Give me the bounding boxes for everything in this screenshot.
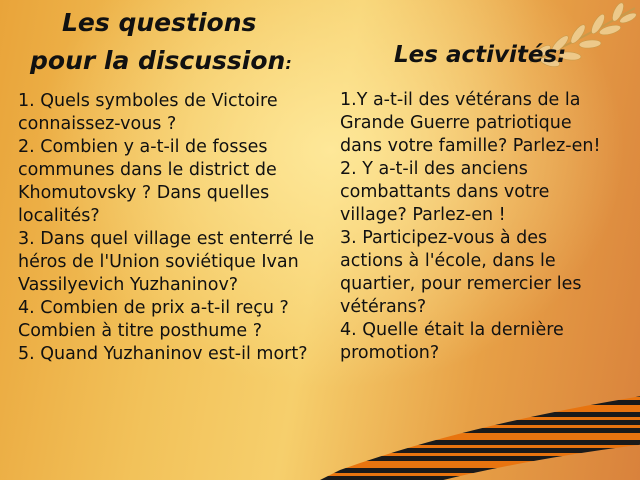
activity-item: 3. Participez-vous à des actions à l'école, dans le quartier, pour remercier les vétérans?	[340, 228, 582, 317]
activity-item: 4. Quelle était la dernière promotion?	[340, 320, 564, 363]
questions-title-colon: :	[285, 54, 292, 73]
questions-list	[18, 90, 328, 366]
question-item: 4. Combien de prix a-t-il reçu ? Combien à titre posthume ?	[18, 298, 289, 341]
activity-item: 2. Y a-t-il des anciens combattants dans votre village? Parlez-en !	[340, 159, 550, 225]
question-item: 1. Quels symboles de Victoire connaissez-vous ?	[18, 91, 278, 134]
activities-list	[340, 89, 612, 365]
questions-title-line2	[30, 46, 292, 75]
activities-title: Les activités:	[394, 42, 567, 68]
question-item: 5. Quand Yuzhaninov est-il mort?	[18, 344, 308, 364]
activity-item: 1.Y a-t-il des vétérans de la Grande Guerre patriotique dans votre famille? Parlez-en!	[340, 90, 601, 156]
question-item: 3. Dans quel village est enterré le héros de l'Union soviétique Ivan Vassilyevich Yuzhaninov?	[18, 229, 315, 295]
questions-title-text: pour la discussion	[30, 46, 286, 75]
question-item: 2. Combien y a-t-il de fosses communes dans le district de Khomutovsky ? Dans quelles localités?	[18, 137, 277, 226]
st-george-ribbon-icon	[280, 380, 640, 480]
questions-title-line1: Les questions	[62, 8, 257, 37]
